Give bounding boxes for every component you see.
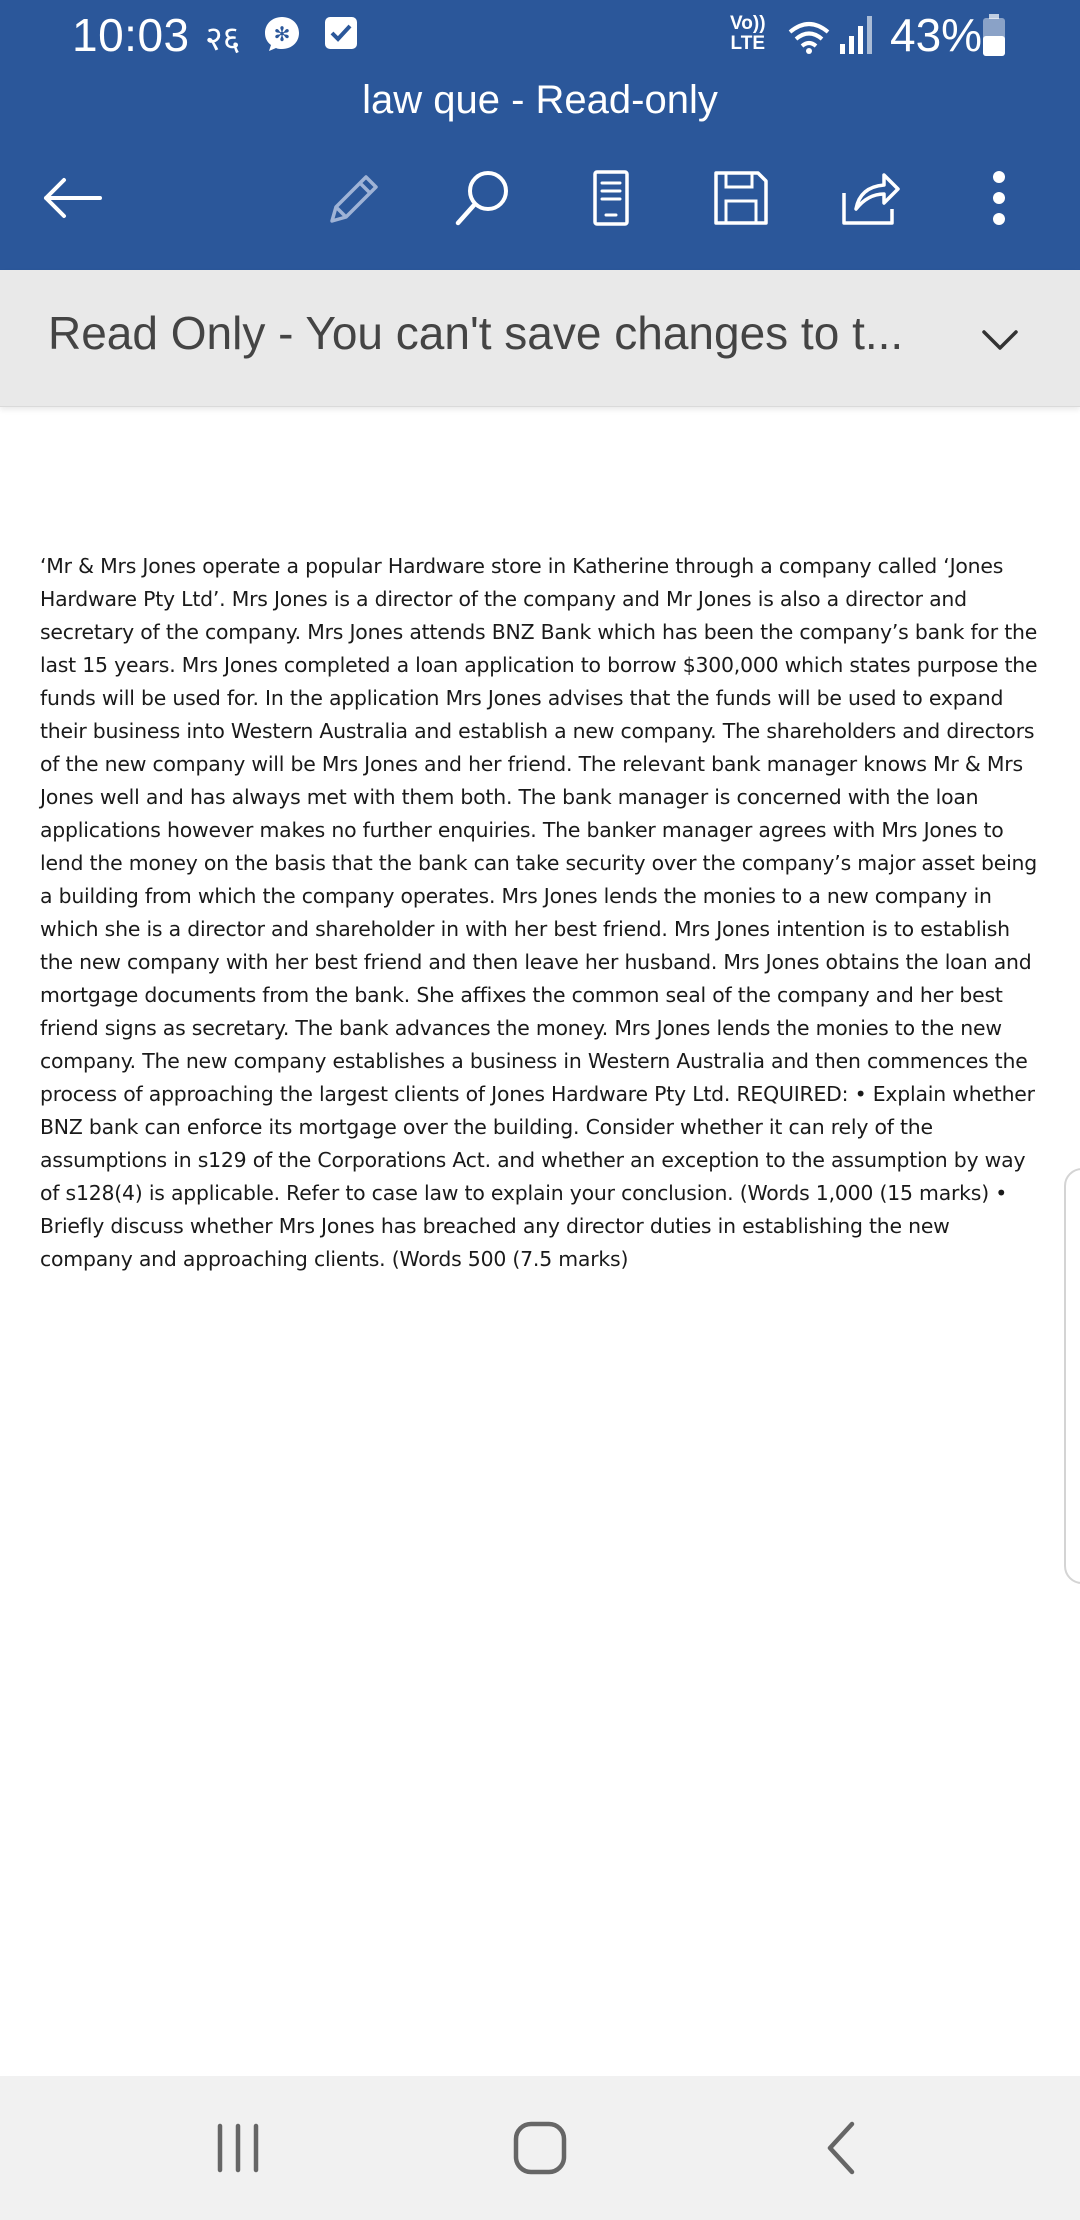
volte-top: Vo))	[730, 13, 766, 34]
document-body: ‘Mr & Mrs Jones operate a popular Hardware store in Katherine through a company called ‘Jones Hardware Pty Ltd’. Mrs Jones is a director of the company and Mr Jones is also a director and secretary of the company. Mrs Jones attends BNZ Bank which has been the company’s bank for the last 15 years. Mrs Jones completed a loan application to borrow $300,000 which states purpose the funds will be used for. In the application Mrs Jones advises that the funds will be used to expand their business into Western Australia and establish a new company. The shareholders and directors of the new company will be Mrs Jones and her friend. The relevant bank manager knows Mr & Mrs Jones well and has always met with them both. The bank manager is concerned with the loan applications however makes no further enquiries. The banker manager agrees with Mrs Jones to lend the money on the basis that the bank can take security over the company’s major asset being a building from which the company operates. Mrs Jones lends the monies to a new company in which she is a director and shareholder in with her best friend. Mrs Jones intention is to establish the new company with her best friend and then leave her husband. Mrs Jones obtains the loan and mortgage documents from the bank. She affixes the common seal of the company and her best friend signs as secretary. The bank advances the money. Mrs Jones lends the monies to the new company. The new company establishes a business in Western Australia and then commences the process of approaching the largest clients of Jones Hardware Pty Ltd. REQUIRED: • Explain whether BNZ bank can enforce its mortgage over the building. Consider whether it can rely of the assumptions in s129 of the Corporations Act. and whether an exception to the assumption by way of s128(4) is applicable. Refer to case law to explain your conclusion. (Words 1,000 (15 marks) • Briefly discuss whether Mrs Jones has breached any director duties in establishing the new company and approaching clients. (Words 500 (7.5 marks)	[40, 554, 1038, 1271]
home-icon[interactable]	[504, 2112, 576, 2184]
read-only-message: Read Only - You can't save changes to t...	[48, 307, 904, 359]
volte-indicator	[730, 14, 766, 54]
svg-text:✻: ✻	[273, 22, 291, 46]
scroll-handle[interactable]	[1064, 1168, 1080, 1584]
save-icon[interactable]	[706, 163, 776, 233]
checkbox-notification-icon	[322, 14, 360, 57]
status-bar	[0, 0, 1080, 72]
battery-icon	[980, 12, 1008, 63]
messaging-icon	[262, 14, 302, 59]
back-icon[interactable]	[806, 2112, 878, 2184]
signal-icon	[838, 14, 878, 61]
battery-percent: 43%	[890, 9, 983, 61]
edit-pencil-icon[interactable]	[318, 163, 388, 233]
more-options-icon[interactable]	[964, 163, 1034, 233]
document-title: law que - Read-only	[362, 78, 718, 122]
wifi-icon	[786, 18, 832, 61]
status-lang-glyph: २६	[205, 20, 241, 58]
search-icon[interactable]	[448, 163, 518, 233]
system-nav-bar	[0, 2076, 1080, 2220]
read-only-banner[interactable]	[0, 270, 1080, 407]
reading-view-icon[interactable]	[576, 163, 646, 233]
recent-apps-icon[interactable]	[202, 2112, 274, 2184]
back-arrow-icon[interactable]	[38, 163, 108, 233]
app-header	[0, 0, 1080, 270]
volte-bottom: LTE	[730, 33, 765, 54]
chevron-down-icon[interactable]	[970, 310, 1030, 370]
status-time: 10:03	[72, 9, 190, 61]
share-icon[interactable]	[834, 163, 904, 233]
